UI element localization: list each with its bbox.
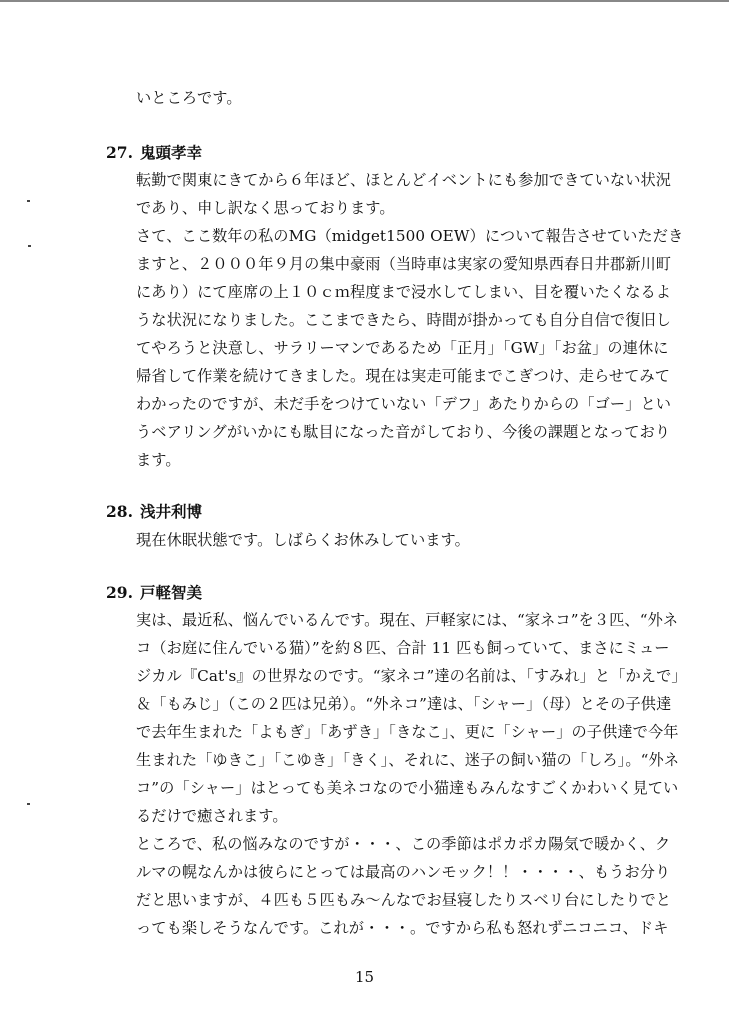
- section-heading-29: [106, 583, 202, 603]
- paragraph-line: 帰省して作業を続けてきました。現在は実走可能までこぎつけ、走らせてみて: [136, 367, 670, 385]
- paragraph-line: で去年生まれた「よもぎ」「あずき」「きなこ」、更に「シャー」の子供達で今年: [136, 723, 679, 741]
- paragraph-line: 転勤で関東にきてから６年ほど、ほとんどイベントにも参加できていない状況: [136, 171, 672, 189]
- paragraph-line: 生まれた「ゆきこ」「こゆき」「きく」、それに、迷子の飼い猫の「しろ」。“外ネ: [136, 751, 680, 769]
- section-number: 29.: [106, 583, 133, 602]
- intro-line: いところです。: [136, 89, 242, 107]
- paragraph-line: ところで、私の悩みなのですが・・・、この季節はポカポカ陽気で暖かく、ク: [136, 835, 671, 853]
- section-number: 28.: [106, 502, 133, 521]
- section-heading-27: [106, 143, 202, 163]
- paragraph-line: るだけで癒されます。: [136, 807, 288, 825]
- paragraph-line: であり、申し訳なく思っております。: [136, 199, 395, 217]
- paragraph-line: さて、ここ数年の私のMG（midget1500 OEW）について報告させていただき: [136, 227, 684, 245]
- paragraph-line: 現在休眠状態です。しばらくお休みしています。: [136, 531, 470, 549]
- top-border: [0, 0, 729, 2]
- paragraph-line: ルマの幌なんかは彼らにとっては最高のハンモック！！・・・・、もうお分り: [136, 863, 671, 881]
- paragraph-line: コ（お庭に住んでいる猫）”を約８匹、合計 11 匹も飼っていて、まさにミュー: [136, 639, 670, 657]
- page-number: 15: [354, 968, 375, 986]
- section-name: 浅井利博: [140, 503, 203, 521]
- paragraph-line: ますと、２０００年９月の集中豪雨（当時車は実家の愛知県西春日井郡新川町: [136, 255, 672, 273]
- section-number: 27.: [106, 143, 133, 162]
- paragraph-line: わかったのですが、未だ手をつけていない「デフ」あたりからの「ゴー」とい: [136, 395, 672, 413]
- paragraph-line: てやろうと決意し、サラリーマンであるため「正月」「GW」「お盆」の連休に: [136, 339, 669, 357]
- paragraph-line: うな状況になりました。ここまできたら、時間が掛かっても自分自信で復旧し: [136, 311, 672, 329]
- scan-speck: [27, 200, 30, 202]
- scan-speck: [28, 245, 31, 247]
- scan-speck: [27, 803, 30, 805]
- paragraph-line: っても楽しそうなんです。これが・・・。ですから私も怒れずニコニコ、ドキ: [136, 919, 669, 937]
- paragraph-line: ジカル『Cat's』の世界なのです。“家ネコ”達の名前は、「すみれ」と「かえで」: [136, 667, 687, 685]
- section-name: 戸軽智美: [140, 584, 203, 602]
- paragraph-line: 実は、最近私、悩んでいるんです。現在、戸軽家には、“家ネコ”を３匹、“外ネ: [136, 611, 679, 629]
- paragraph-line: ます。: [136, 451, 181, 469]
- paragraph-line: コ”の「シャー」はとっても美ネコなので小猫達もみんなすごくかわいく見てい: [136, 779, 679, 797]
- paragraph-line: うベアリングがいかにも駄目になった音がしており、今後の課題となっており: [136, 423, 671, 441]
- section-heading-28: [106, 502, 202, 522]
- paragraph-line: だと思いますが、４匹も５匹もみ～んなでお昼寝したりスベリ台にしたりでと: [136, 891, 672, 909]
- paragraph-line: にあり）にて座席の上１０ｃｍ程度まで浸水してしまい、目を覆いたくなるよ: [136, 283, 672, 301]
- paragraph-line: ＆「もみじ」（この２匹は兄弟）。“外ネコ”達は、「シャー」（母）とその子供達: [136, 695, 672, 713]
- section-name: 鬼頭孝幸: [140, 144, 203, 162]
